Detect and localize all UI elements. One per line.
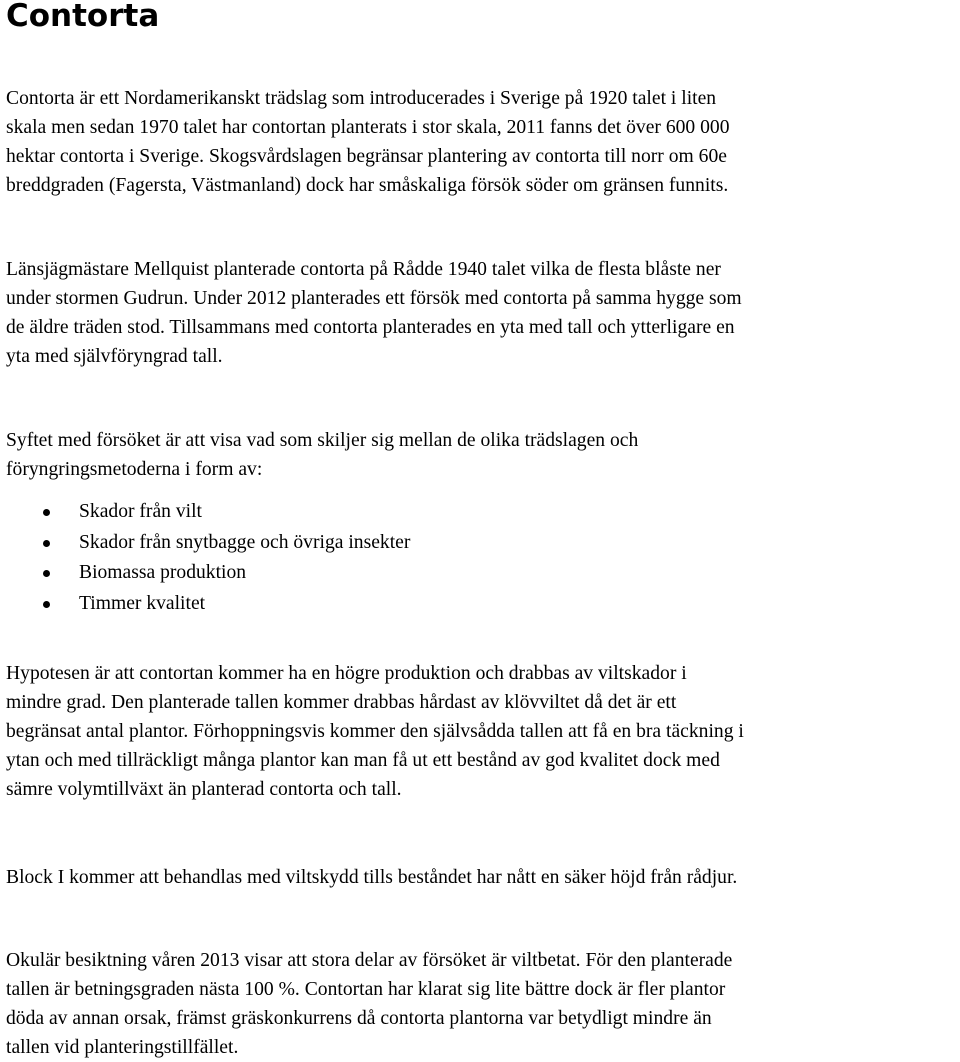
bullet-icon	[43, 509, 50, 516]
list-item-label: Timmer kvalitet	[79, 592, 206, 614]
list-item	[0, 558, 410, 589]
text-line: Okulär besiktning våren 2013 visar att stora delar av försöket är viltbetat. För den planterade	[6, 950, 733, 971]
paragraph-hypothesis	[6, 659, 960, 804]
text-line: Contorta är ett Nordamerikanskt trädslag som introducerades i Sverige på 1920 talet i liten	[6, 88, 717, 109]
list-item	[0, 497, 410, 528]
paragraph-inspection	[6, 946, 960, 1062]
text-line: ytan och med tillräckligt många plantor kan man få ut ett bestånd av god kvalitet dock med	[6, 750, 720, 771]
text-line: Hypotesen är att contortan kommer ha en högre produktion och drabbas av viltskador i	[6, 663, 687, 684]
list-item	[0, 589, 410, 620]
bullet-icon	[43, 540, 50, 547]
bullet-list	[0, 497, 410, 619]
text-line: Syftet med försöket är att visa vad som skiljer sig mellan de olika trädslagen och	[6, 430, 639, 451]
text-line: breddgraden (Fagersta, Västmanland) dock har småskaliga försök söder om gränsen funnits.	[6, 175, 729, 196]
text-line: döda av annan orsak, främst gräskonkurrens då contorta plantorna var betydligt mindre än	[6, 1008, 712, 1029]
text-line: skala men sedan 1970 talet har contortan planterats i stor skala, 2011 fanns det över 600 000	[6, 117, 730, 138]
page-title: Contorta	[6, 0, 160, 34]
list-item	[0, 528, 410, 559]
text-line: de äldre träden stod. Tillsammans med contorta planterades en yta med tall och ytterligare en	[6, 317, 735, 338]
text-line: sämre volymtillväxt än planterad contorta och tall.	[6, 779, 402, 800]
paragraph-block	[6, 863, 960, 892]
paragraph-intro	[6, 84, 960, 200]
list-item-label: Skador från snytbagge och övriga insekter	[79, 531, 411, 553]
text-line: Länsjägmästare Mellquist planterade contorta på Rådde 1940 talet vilka de flesta blåste ner	[6, 259, 721, 280]
bullet-icon	[43, 601, 50, 608]
paragraph-purpose	[6, 426, 960, 484]
text-line: tallen är betningsgraden nästa 100 %. Contortan har klarat sig lite bättre dock är fler plantor	[6, 979, 726, 1000]
bullet-icon	[43, 570, 50, 577]
list-item-label: Biomassa produktion	[79, 562, 247, 583]
text-line: yta med självföryngrad tall.	[6, 346, 223, 367]
text-line: mindre grad. Den planterade tallen kommer drabbas hårdast av klövviltet då det är ett	[6, 692, 677, 713]
text-line: Block I kommer att behandlas med viltskydd tills beståndet har nått en säker höjd från rådjur.	[6, 867, 738, 888]
text-line: hektar contorta i Sverige. Skogsvårdslagen begränsar plantering av contorta till norr om 60e	[6, 146, 727, 167]
paragraph-history	[6, 255, 960, 371]
text-line: tallen vid planteringstillfället.	[6, 1037, 239, 1058]
text-line: under stormen Gudrun. Under 2012 planterades ett försök med contorta på samma hygge som	[6, 288, 742, 309]
text-line: föryngringsmetoderna i form av:	[6, 459, 263, 480]
text-line: begränsat antal plantor. Förhoppningsvis kommer den självsådda tallen att få en bra täckning i	[6, 721, 744, 742]
list-item-label: Skador från vilt	[79, 501, 202, 522]
